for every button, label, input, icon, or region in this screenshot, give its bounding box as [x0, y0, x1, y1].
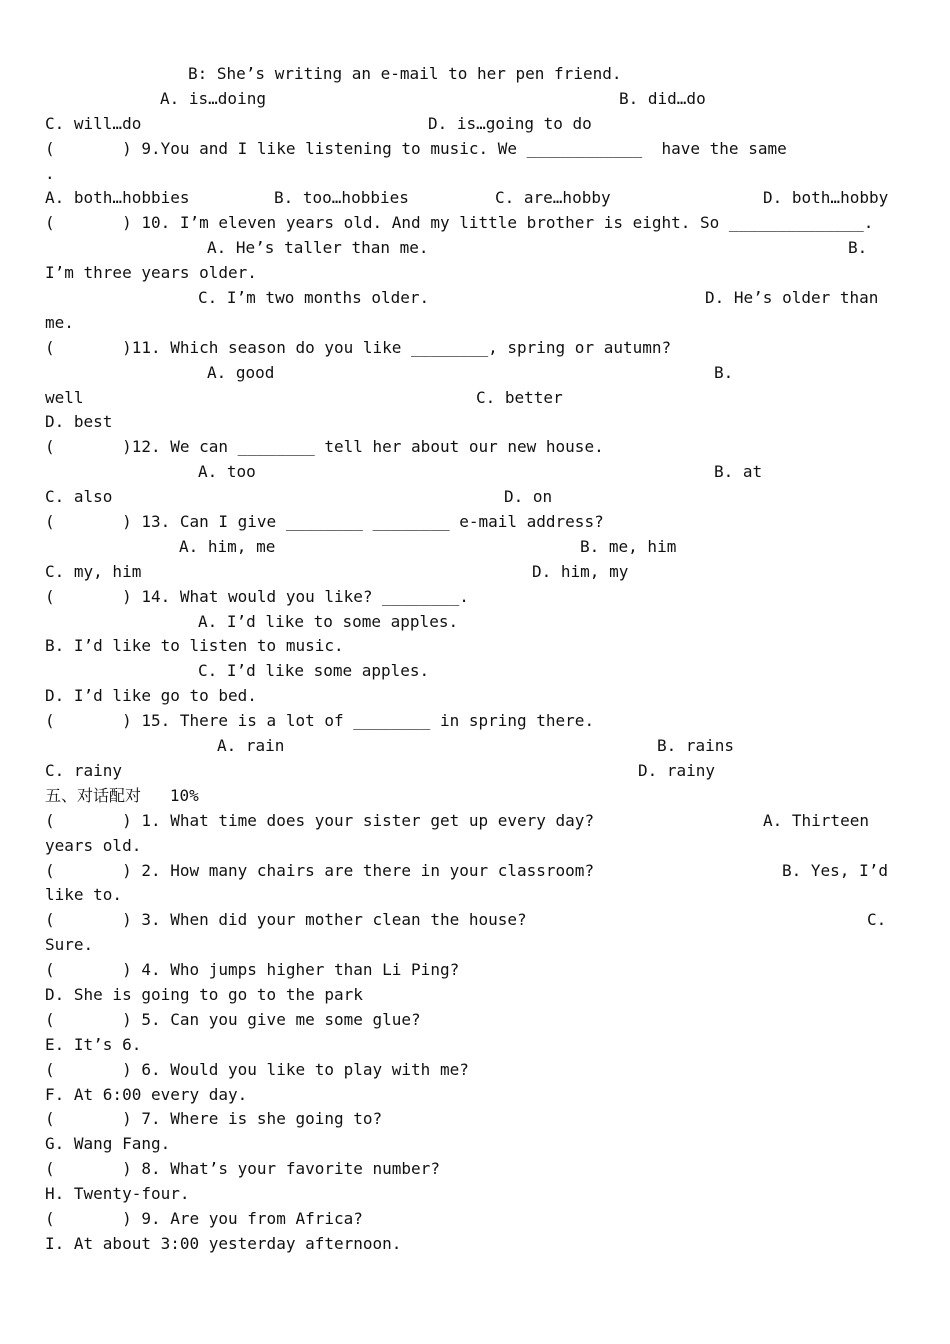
text-line: [0, 261, 950, 286]
text-segment: like to.: [45, 885, 123, 905]
text-line: [0, 1083, 950, 1108]
text-line: [0, 610, 950, 635]
text-line: [0, 759, 950, 784]
text-segment: B. I’d like to listen to music.: [45, 636, 344, 656]
text-segment: C. are…hobby: [495, 188, 611, 208]
text-line: [0, 585, 950, 610]
text-line: [0, 1033, 950, 1058]
text-segment: D. him, my: [532, 561, 629, 581]
text-line: [0, 87, 950, 112]
text-segment: I. At about 3:00 yesterday afternoon.: [45, 1233, 402, 1253]
text-segment: C. will…do: [45, 113, 142, 133]
text-segment: D. best: [45, 412, 113, 432]
text-segment: D. She is going to go to the park: [45, 984, 363, 1004]
text-segment: H. Twenty-four.: [45, 1184, 190, 1204]
text-segment: D. both…hobby: [763, 188, 889, 208]
text-segment: C. I’m two months older.: [198, 288, 430, 308]
text-line: [0, 1232, 950, 1257]
text-line: [0, 535, 950, 560]
text-segment: .: [45, 163, 55, 183]
text-segment: F. At 6:00 every day.: [45, 1084, 248, 1104]
text-line: [0, 634, 950, 659]
text-line: [0, 734, 950, 759]
text-segment: Sure.: [45, 935, 94, 955]
text-segment: ( ) 15. There is a lot of ________ in spring there.: [45, 711, 595, 731]
text-segment: ( ) 7. Where is she going to?: [45, 1109, 383, 1129]
text-line: [0, 460, 950, 485]
text-segment: ( ) 9. Are you from Africa?: [45, 1208, 363, 1228]
text-segment: ( ) 13. Can I give ________ ________ e-mail address?: [45, 512, 604, 532]
text-line: [0, 286, 950, 311]
text-segment: B. at: [714, 462, 763, 482]
text-segment: D. rainy: [638, 760, 716, 780]
text-segment: D. on: [504, 487, 553, 507]
text-line: [0, 933, 950, 958]
text-line: [0, 211, 950, 236]
text-line: [0, 137, 950, 162]
text-segment: C. better: [476, 387, 563, 407]
text-line: [0, 236, 950, 261]
text-line: [0, 162, 950, 187]
text-segment: A. Thirteen: [763, 810, 869, 830]
text-segment: A. good: [207, 362, 275, 382]
text-line: [0, 112, 950, 137]
text-line: [0, 1058, 950, 1083]
text-line: [0, 859, 950, 884]
text-segment: I’m three years older.: [45, 263, 257, 283]
text-segment: C. rainy: [45, 760, 123, 780]
text-line: [0, 361, 950, 386]
text-segment: A. too: [198, 462, 256, 482]
text-line: [0, 1157, 950, 1182]
text-segment: me.: [45, 312, 74, 332]
text-line: [0, 510, 950, 535]
text-line: [0, 684, 950, 709]
text-segment: A. is…doing: [160, 88, 266, 108]
text-segment: B. did…do: [619, 88, 706, 108]
text-segment: ( ) 10. I’m eleven years old. And my little brother is eight. So ______________.: [45, 213, 874, 233]
text-segment: C. my, him: [45, 561, 142, 581]
text-line: [0, 435, 950, 460]
text-segment: D. is…going to do: [428, 113, 592, 133]
text-segment: G. Wang Fang.: [45, 1134, 171, 1154]
text-segment: A. He’s taller than me.: [207, 238, 429, 258]
text-segment: B. too…hobbies: [274, 188, 409, 208]
text-segment: ( )12. We can ________ tell her about our new house.: [45, 437, 604, 457]
text-line: [0, 958, 950, 983]
text-segment: A. him, me: [179, 536, 276, 556]
text-line: [0, 62, 950, 87]
text-segment: ( ) 3. When did your mother clean the house?: [45, 910, 527, 930]
text-line: [0, 883, 950, 908]
text-line: [0, 709, 950, 734]
text-segment: C. I’d like some apples.: [198, 661, 430, 681]
text-line: [0, 784, 950, 809]
text-segment: A. rain: [217, 736, 285, 756]
document-page: [0, 62, 950, 1257]
text-segment: B: She’s writing an e-mail to her pen friend.: [188, 64, 622, 83]
text-segment: ( ) 4. Who jumps higher than Li Ping?: [45, 960, 460, 980]
text-segment: B. me, him: [580, 536, 677, 556]
text-line: [0, 809, 950, 834]
text-segment: ( )11. Which season do you like ________, spring or autumn?: [45, 337, 672, 357]
text-segment: ( ) 5. Can you give me some glue?: [45, 1009, 421, 1029]
text-segment: B.: [714, 362, 734, 382]
text-line: [0, 908, 950, 933]
text-line: [0, 659, 950, 684]
text-segment: C. also: [45, 487, 113, 507]
text-line: [0, 410, 950, 435]
text-segment: E. It’s 6.: [45, 1034, 142, 1054]
text-segment: ( ) 9.You and I like listening to music. We ____________ have the same: [45, 138, 787, 158]
text-segment: ( ) 2. How many chairs are there in your classroom?: [45, 860, 595, 880]
text-line: [0, 485, 950, 510]
text-segment: C.: [867, 910, 887, 930]
text-line: [0, 1132, 950, 1157]
text-segment: D. I’d like go to bed.: [45, 686, 257, 706]
text-line: [0, 1207, 950, 1232]
text-segment: ( ) 8. What’s your favorite number?: [45, 1159, 440, 1179]
text-segment: D. He’s older than: [705, 288, 879, 308]
text-segment: years old.: [45, 835, 142, 855]
text-segment: B. Yes, I’d: [782, 860, 888, 880]
text-segment: A. both…hobbies: [45, 188, 190, 208]
text-segment: A. I’d like to some apples.: [198, 611, 459, 631]
text-segment: B. rains: [657, 736, 735, 756]
text-line: [0, 1107, 950, 1132]
text-segment: ( ) 14. What would you like? ________.: [45, 586, 469, 606]
text-segment: ( ) 1. What time does your sister get up every day?: [45, 810, 595, 830]
text-segment: well: [45, 387, 84, 407]
text-segment: B.: [848, 238, 868, 258]
text-line: [0, 983, 950, 1008]
text-line: [0, 1008, 950, 1033]
text-line: [0, 1182, 950, 1207]
text-line: [0, 311, 950, 336]
text-segment: ( ) 6. Would you like to play with me?: [45, 1059, 469, 1079]
text-line: [0, 386, 950, 411]
text-line: [0, 834, 950, 859]
text-segment: 五、对话配对 10%: [45, 785, 199, 805]
text-line: [0, 560, 950, 585]
text-line: [0, 336, 950, 361]
text-line: [0, 186, 950, 211]
